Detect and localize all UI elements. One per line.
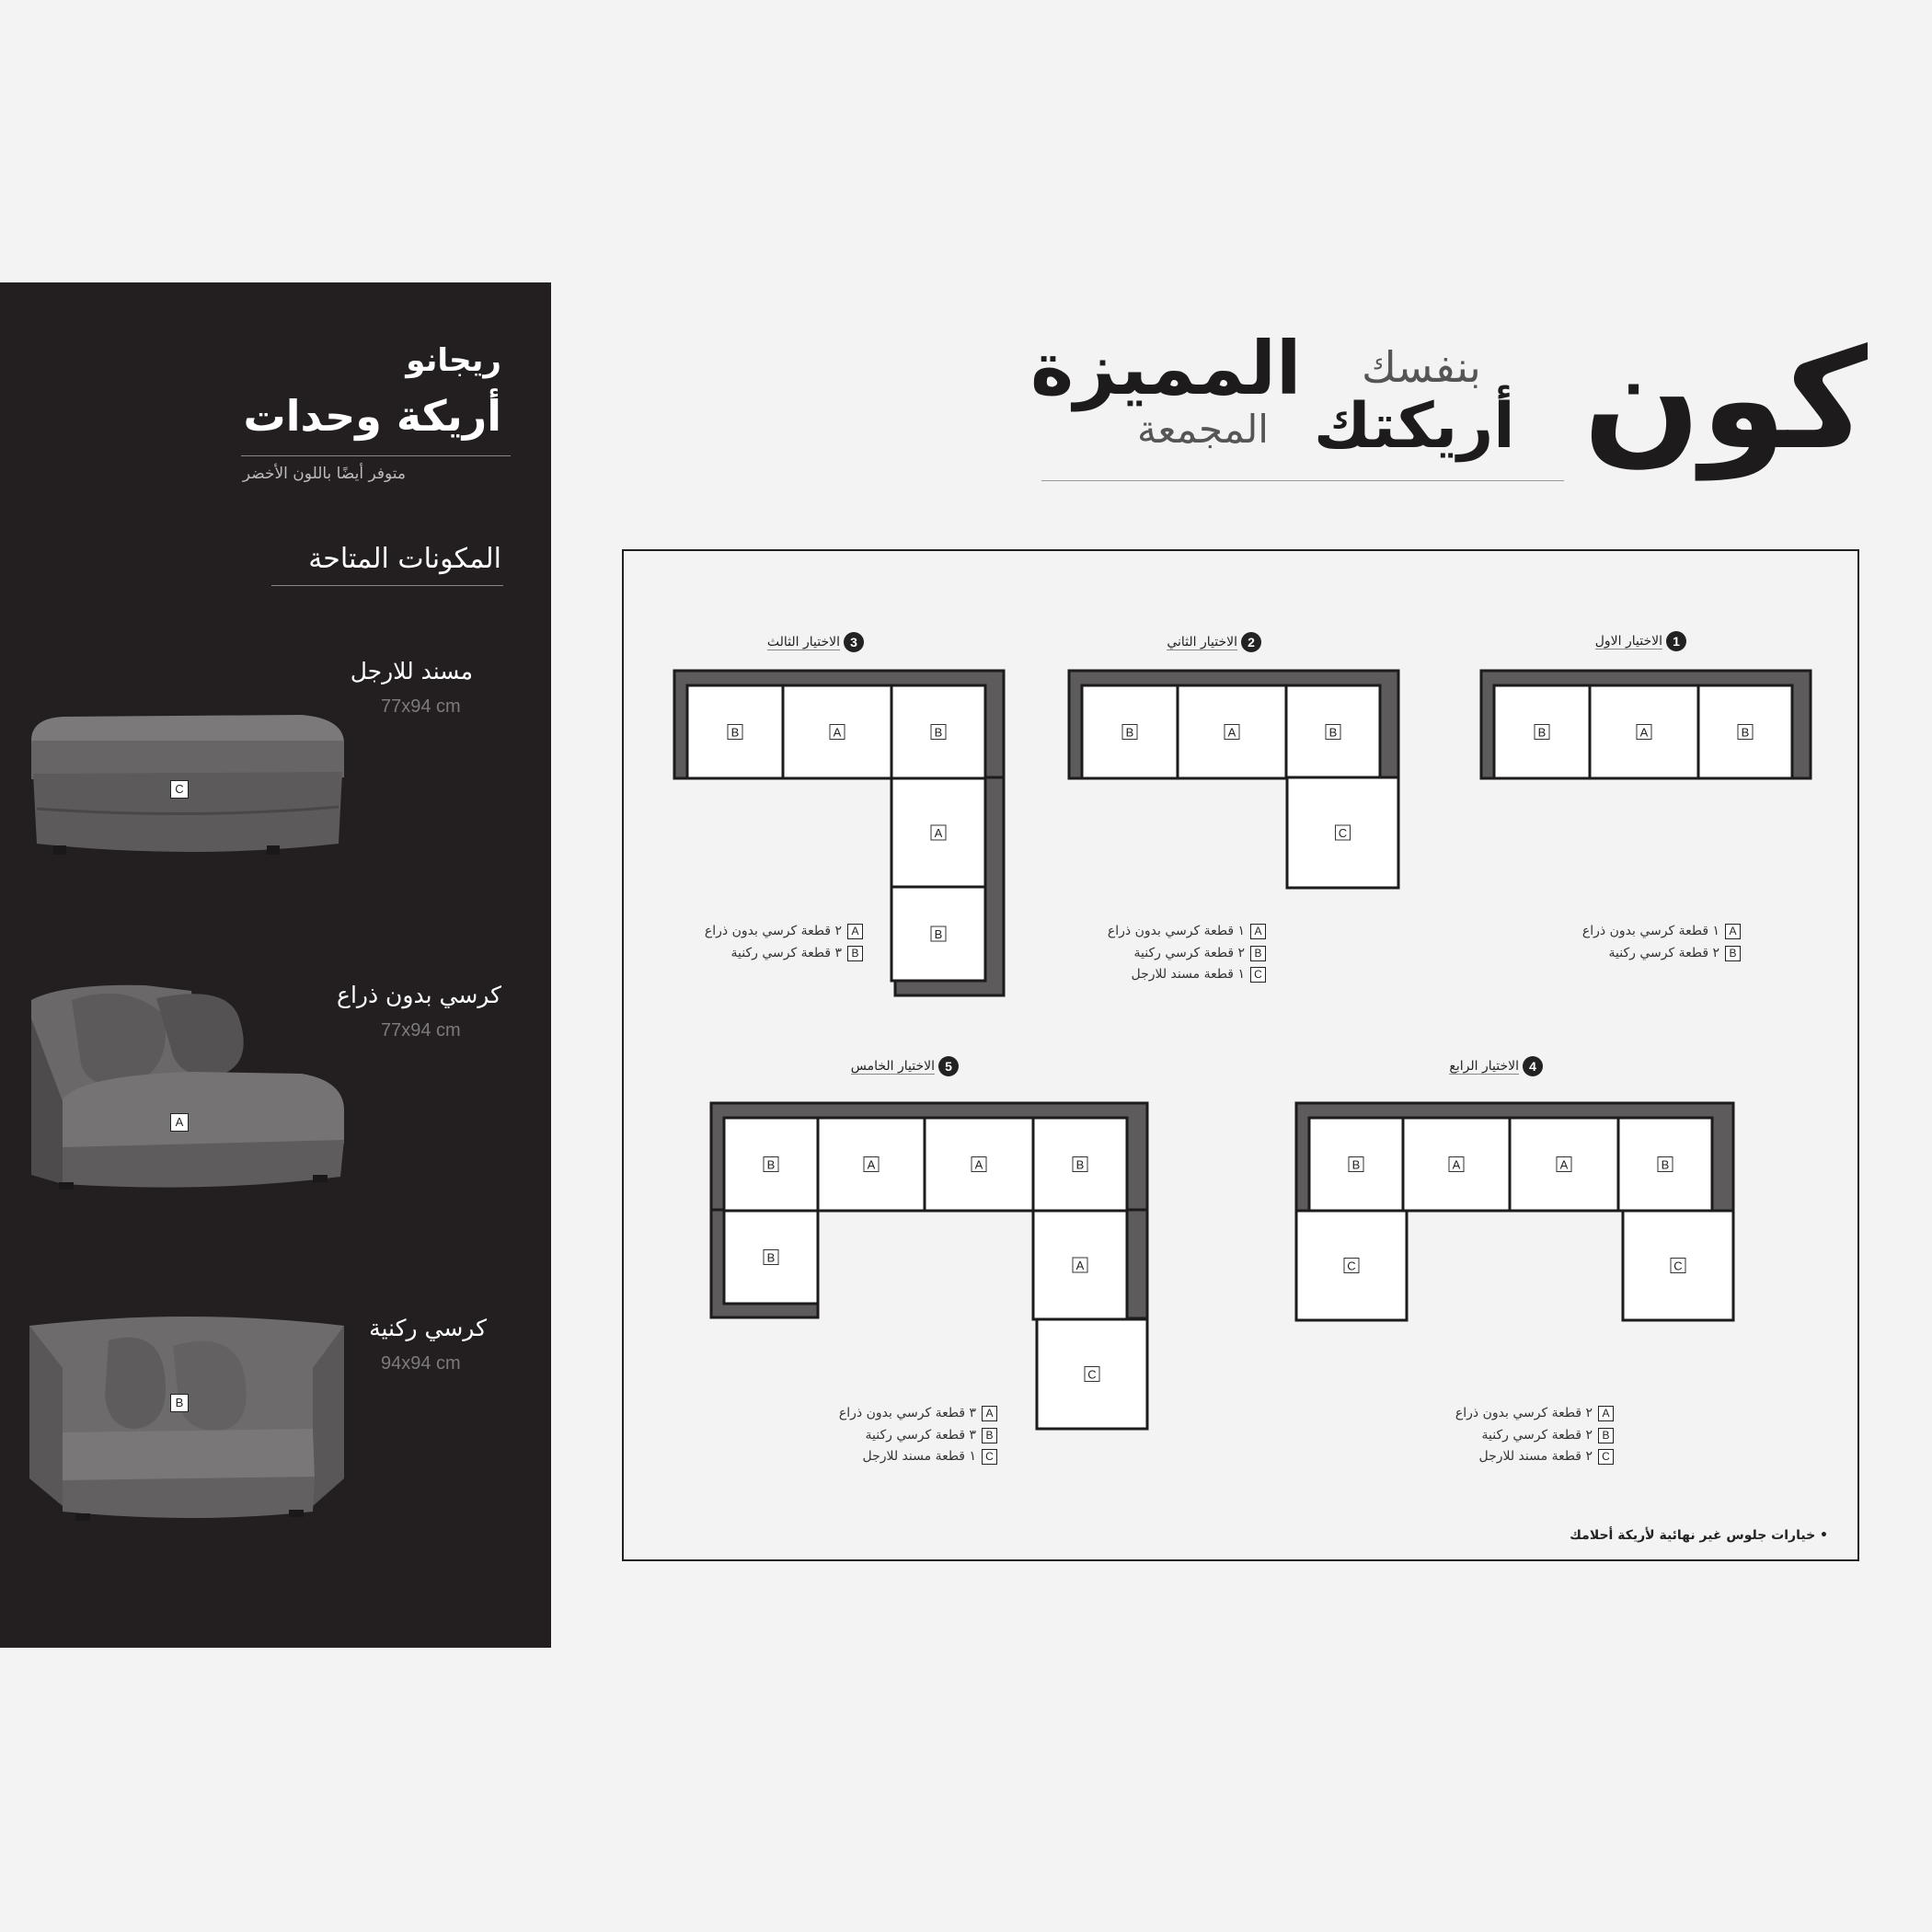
module-code: A <box>934 826 943 840</box>
module-code: A <box>1559 1157 1569 1172</box>
product-divider <box>241 455 511 456</box>
module-code: B <box>934 927 943 941</box>
component-size: 77x94 cm <box>381 696 461 717</box>
option-3-title: 3الاختيار الثالث <box>767 632 864 652</box>
option-5-legend <box>839 1403 997 1468</box>
module-code: B <box>730 725 740 740</box>
footrest-tag: C <box>170 780 189 799</box>
option-4-legend <box>1455 1403 1614 1468</box>
components-title: المكونات المتاحة <box>308 543 501 575</box>
component-label: مسند للارجل <box>350 658 473 684</box>
module-code: B <box>1661 1157 1670 1172</box>
headline-underline <box>1041 480 1564 481</box>
module-code: A <box>867 1157 876 1172</box>
module-code: B <box>1351 1157 1361 1172</box>
module-code: A <box>1452 1157 1461 1172</box>
headline-almumayaza: المميزة <box>1030 326 1302 411</box>
legend-row: B٢ قطعة كرسي ركنية <box>1455 1425 1614 1447</box>
module-code: B <box>1075 1157 1085 1172</box>
legend-row: C١ قطعة مسند للارجل <box>839 1446 997 1468</box>
legend-row: B٣ قطعة كرسي ركنية <box>705 943 863 965</box>
corner-chair-image <box>26 1304 350 1534</box>
option-1-title: 1الاختيار الاول <box>1595 631 1686 651</box>
component-label: كرسي بدون ذراع <box>337 982 501 1008</box>
product-panel <box>0 282 551 1648</box>
legend-row: A٣ قطعة كرسي بدون ذراع <box>839 1403 997 1425</box>
components-divider <box>271 585 503 586</box>
product-name: ريجانو <box>406 342 501 379</box>
product-note: متوفر أيضًا باللون الأخضر <box>242 465 406 483</box>
legend-row: C٢ قطعة مسند للارجل <box>1455 1446 1614 1468</box>
module-code: A <box>1639 725 1649 740</box>
armless-chair-tag: A <box>170 1113 189 1132</box>
corner-chair-tag: B <box>170 1394 189 1412</box>
module-code: B <box>766 1250 776 1265</box>
module-code: B <box>1328 725 1338 740</box>
headline <box>1030 320 1868 488</box>
legend-row: B٢ قطعة كرسي ركنية <box>1582 943 1741 965</box>
legend-row: A١ قطعة كرسي بدون ذراع <box>1582 921 1741 943</box>
module-code: C <box>1673 1259 1683 1273</box>
legend-row: C١ قطعة مسند للارجل <box>1108 964 1266 986</box>
module-code: C <box>1338 826 1348 840</box>
footnote: • خيارات جلوس غير نهائية لأريكة أحلامك <box>1570 1528 1828 1543</box>
component-size: 94x94 cm <box>381 1353 461 1374</box>
option-2-title: 2الاختيار الثاني <box>1167 632 1261 652</box>
option-2-legend <box>1108 921 1266 986</box>
module-code: B <box>766 1157 776 1172</box>
module-code: C <box>1347 1259 1356 1273</box>
legend-row: A٢ قطعة كرسي بدون ذراع <box>705 921 863 943</box>
component-label: كرسي ركنية <box>369 1315 487 1341</box>
legend-row: B٣ قطعة كرسي ركنية <box>839 1425 997 1447</box>
module-code: B <box>1125 725 1134 740</box>
headline-areekatak: أريكتك <box>1314 390 1515 463</box>
module-code: B <box>1537 725 1547 740</box>
armless-chair-image <box>26 963 350 1193</box>
module-code: B <box>934 725 943 740</box>
option-4-title: 4الاختيار الرابع <box>1449 1056 1543 1076</box>
headline-almujamaa: المجمعة <box>1137 407 1269 452</box>
component-size: 77x94 cm <box>381 1020 461 1041</box>
headline-kon: كون <box>1582 320 1868 480</box>
option-3-legend <box>705 921 863 964</box>
module-code: A <box>1075 1259 1085 1272</box>
legend-row: B٢ قطعة كرسي ركنية <box>1108 943 1266 965</box>
module-code: A <box>974 1157 983 1172</box>
option-1-legend <box>1582 921 1741 964</box>
legend-row: A٢ قطعة كرسي بدون ذراع <box>1455 1403 1614 1425</box>
option-5-title: 5الاختيار الخامس <box>851 1056 959 1076</box>
module-code: A <box>1227 725 1236 740</box>
legend-row: A١ قطعة كرسي بدون ذراع <box>1108 921 1266 943</box>
headline-anfsak: بنفسك <box>1362 342 1481 392</box>
configurations-svg <box>624 551 1857 1559</box>
configuration-diagrams <box>622 549 1859 1561</box>
module-code: A <box>833 725 842 740</box>
module-code: C <box>1087 1367 1097 1382</box>
product-type: أريكة وحدات <box>243 391 501 441</box>
module-code: B <box>1741 725 1750 740</box>
